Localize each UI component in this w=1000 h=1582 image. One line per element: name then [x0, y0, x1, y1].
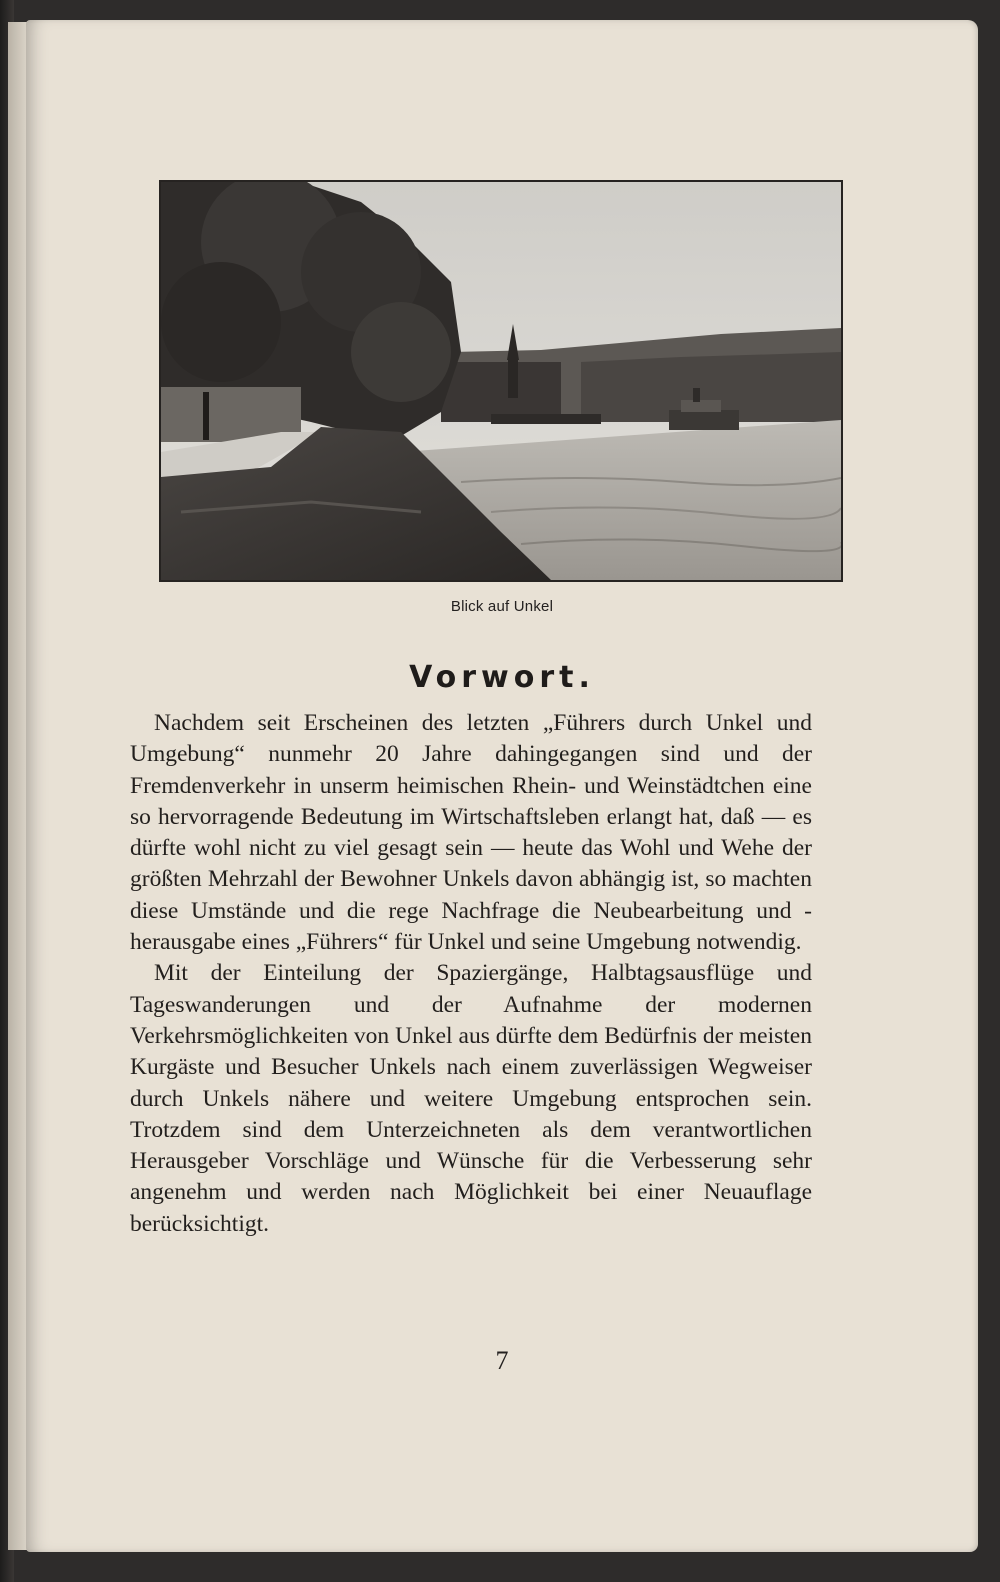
page-number: 7 — [495, 1346, 509, 1375]
book-page — [26, 20, 978, 1552]
photo-caption: Blick auf Unkel — [450, 598, 554, 615]
paragraph-2: Mit der Einteilung der Spaziergänge, Halbtagsausflüge und Tageswanderungen und der Aufnahme der modernen Verkehrsmöglichkeiten von Unkel aus dürfte dem Bedürfnis der meisten Kurgäste und Besucher Unkels nach einem zuverlässigen Wegweiser durch Unkels nähere und weitere Umgebung entsprochen sein. Trotzdem sind dem Unterzeichneten als dem verantwortlichen Herausgeber Vorschläge und Wünsche für die Verbesserung sehr angenehm und werden nach Möglichkeit bei einer Neuauflage berücksichtigt. — [130, 960, 812, 1237]
paragraph-1: Nachdem seit Erscheinen des letzten „Führers durch Unkel und Umgebung“ nunmehr 20 Jahre dahingegangen sind und der Fremdenverkehr in unserm heimischen Rhein- und Weinstädtchen eine so hervorragende Bedeutung im Wirtschaftsleben erlangt hat, daß — es dürfte wohl nicht zu viel gesagt sein — heute das Wohl und Wehe der größten Mehrzahl der Bewohner Unkels davon abhängig ist, so machten diese Umstände und die rege Nachfrage die Neubearbeitung und -herausgabe eines „Führers“ für Unkel und seine Umgebung notwendig. — [130, 710, 812, 956]
photo-blick-auf-unkel — [159, 180, 843, 582]
section-heading: Vorwort. — [409, 660, 595, 695]
landscape-photo-image — [161, 182, 841, 580]
body-text — [130, 708, 812, 1240]
